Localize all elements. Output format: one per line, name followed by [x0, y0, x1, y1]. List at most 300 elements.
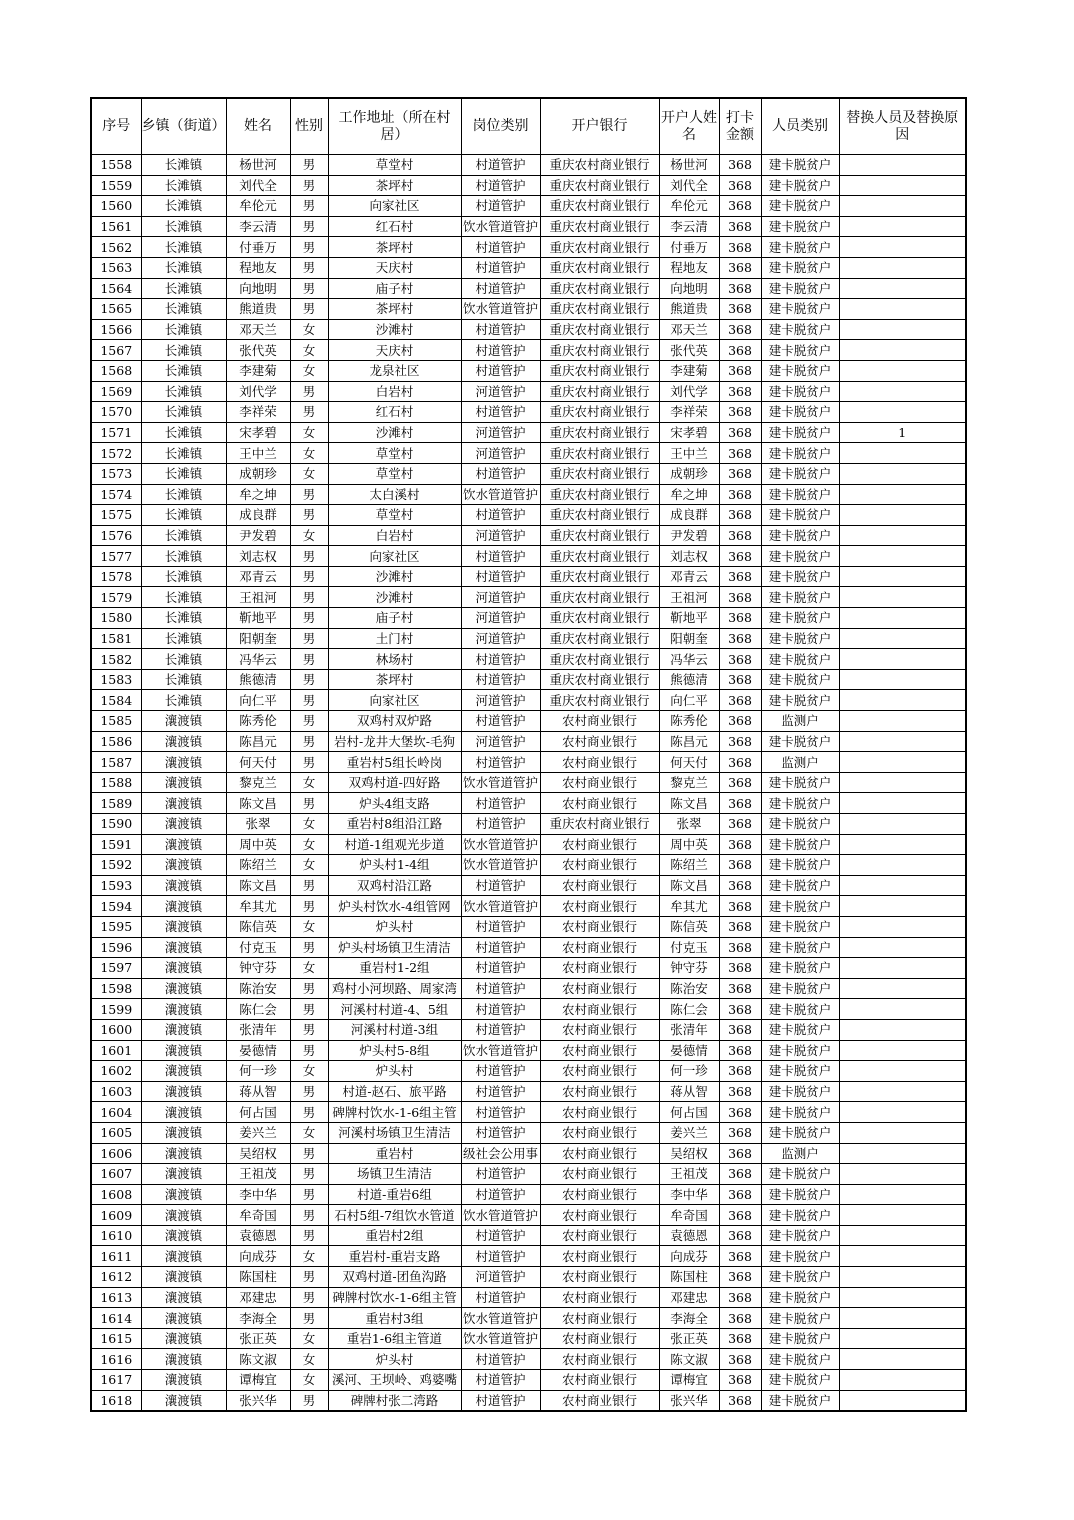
cell-town — [141, 587, 226, 608]
cell-person-category — [761, 1308, 839, 1329]
cell-gender — [290, 1225, 328, 1246]
cell-serial-text: 1562 — [100, 239, 133, 255]
cell-amount-text: 368 — [728, 1104, 752, 1120]
cell-account-holder — [659, 443, 719, 464]
cell-bank-text: 重庆农村商业银行 — [549, 425, 650, 441]
cell-name — [226, 422, 290, 443]
cell-bank-text: 农村商业银行 — [561, 775, 637, 791]
cell-work-address-text: 双鸡村道-四好路 — [348, 775, 441, 791]
cell-replacement — [839, 525, 966, 546]
cell-serial-text: 1580 — [100, 610, 133, 626]
cell-bank-text: 农村商业银行 — [561, 836, 637, 852]
cell-bank-text: 农村商业银行 — [561, 713, 637, 729]
cell-name — [226, 1040, 290, 1061]
cell-amount — [719, 916, 761, 937]
cell-serial-text: 1590 — [100, 816, 133, 832]
cell-bank-text: 重庆农村商业银行 — [549, 630, 650, 646]
cell-name — [226, 1308, 290, 1329]
cell-account-holder-text: 刘代学 — [670, 383, 708, 399]
cell-gender-text: 男 — [302, 939, 316, 955]
cell-town — [141, 608, 226, 629]
cell-amount — [719, 1370, 761, 1391]
cell-work-address — [328, 155, 461, 176]
cell-town — [141, 1184, 226, 1205]
cell-post-type — [461, 669, 540, 690]
cell-bank — [540, 278, 659, 299]
cell-account-holder-text: 李祥荣 — [670, 404, 708, 420]
cell-person-category-text: 建卡脱贫户 — [768, 878, 832, 894]
cell-bank — [540, 1102, 659, 1123]
cell-person-category — [761, 1122, 839, 1143]
cell-post-type — [461, 546, 540, 567]
cell-bank-text: 重庆农村商业银行 — [549, 219, 650, 235]
cell-work-address — [328, 566, 461, 587]
cell-town — [141, 546, 226, 567]
cell-post-type-text: 饮水管道管护 — [462, 301, 538, 317]
cell-serial-text: 1617 — [100, 1372, 133, 1388]
table-row — [91, 175, 966, 196]
cell-name — [226, 958, 290, 979]
cell-gender-text: 男 — [302, 1392, 316, 1408]
cell-bank — [540, 1143, 659, 1164]
cell-work-address-text: 炉头村 — [375, 919, 414, 935]
cell-work-address — [328, 690, 461, 711]
cell-post-type-text: 村道管护 — [475, 981, 526, 997]
cell-person-category-text: 建卡脱贫户 — [768, 425, 832, 441]
table-row — [91, 505, 966, 526]
cell-work-address — [328, 525, 461, 546]
cell-account-holder — [659, 1081, 719, 1102]
cell-account-holder-text: 牟之坤 — [670, 486, 708, 502]
cell-account-holder — [659, 463, 719, 484]
table-row — [91, 566, 966, 587]
table-row — [91, 1328, 966, 1349]
cell-name-text: 牟伦元 — [239, 198, 277, 214]
cell-name-text: 牟之坤 — [239, 486, 277, 502]
cell-gender-text: 男 — [302, 981, 316, 997]
cell-bank — [540, 402, 659, 423]
cell-serial — [91, 978, 141, 999]
cell-person-category — [761, 381, 839, 402]
cell-bank — [540, 999, 659, 1020]
cell-name — [226, 463, 290, 484]
table-row — [91, 1267, 966, 1288]
cell-town — [141, 916, 226, 937]
cell-bank-text: 重庆农村商业银行 — [549, 280, 650, 296]
cell-bank — [540, 1390, 659, 1411]
cell-serial-text: 1613 — [100, 1289, 133, 1305]
cell-work-address — [328, 1370, 461, 1391]
table-row — [91, 257, 966, 278]
cell-post-type-text: 饮水管道管护 — [462, 775, 538, 791]
cell-work-address-text: 天庆村 — [375, 260, 414, 276]
cell-town-text: 长滩镇 — [164, 177, 203, 193]
cell-account-holder-text: 陈文淑 — [670, 1351, 708, 1367]
cell-name-text: 尹发碧 — [239, 527, 277, 543]
cell-gender — [290, 896, 328, 917]
cell-serial — [91, 381, 141, 402]
cell-name-text: 刘代全 — [239, 177, 277, 193]
cell-bank — [540, 319, 659, 340]
cell-gender-text: 男 — [302, 672, 316, 688]
cell-amount — [719, 196, 761, 217]
cell-account-holder — [659, 216, 719, 237]
cell-bank-text: 重庆农村商业银行 — [549, 610, 650, 626]
cell-town — [141, 649, 226, 670]
cell-person-category-text: 建卡脱贫户 — [768, 466, 832, 482]
cell-gender-text: 男 — [302, 219, 316, 235]
cell-account-holder-text: 周中英 — [670, 836, 708, 852]
cell-gender — [290, 1267, 328, 1288]
cell-serial — [91, 937, 141, 958]
cell-gender-text: 女 — [302, 857, 316, 873]
cell-post-type — [461, 443, 540, 464]
cell-work-address-text: 炉头村5-8组 — [359, 1042, 430, 1058]
cell-person-category — [761, 1019, 839, 1040]
cell-name — [226, 155, 290, 176]
cell-serial-text: 1576 — [100, 527, 133, 543]
cell-bank — [540, 484, 659, 505]
cell-account-holder-text: 刘志权 — [670, 548, 708, 564]
cell-serial — [91, 1081, 141, 1102]
cell-bank-text: 重庆农村商业银行 — [549, 445, 650, 461]
cell-replacement — [839, 443, 966, 464]
table-row — [91, 237, 966, 258]
cell-town-text: 长滩镇 — [164, 466, 203, 482]
cell-bank — [540, 299, 659, 320]
cell-work-address-text: 茶坪村 — [375, 239, 414, 255]
cell-serial — [91, 669, 141, 690]
table-row — [91, 608, 966, 629]
cell-name-text: 王祖河 — [239, 589, 277, 605]
cell-amount-text: 368 — [728, 1063, 752, 1079]
cell-amount — [719, 978, 761, 999]
cell-town — [141, 360, 226, 381]
cell-person-category-text: 监测户 — [781, 1145, 819, 1161]
cell-person-category-text: 建卡脱贫户 — [768, 1125, 832, 1141]
cell-town-text: 瀼渡镇 — [164, 960, 203, 976]
cell-work-address — [328, 402, 461, 423]
cell-work-address — [328, 1390, 461, 1411]
cell-name — [226, 608, 290, 629]
table-row — [91, 958, 966, 979]
cell-town-text: 瀼渡镇 — [164, 1022, 203, 1038]
cell-town — [141, 711, 226, 732]
cell-amount — [719, 402, 761, 423]
cell-amount-text: 368 — [728, 610, 752, 626]
cell-gender-text: 男 — [302, 177, 316, 193]
cell-person-category-text: 建卡脱贫户 — [768, 548, 832, 564]
cell-replacement — [839, 216, 966, 237]
cell-post-type — [461, 752, 540, 773]
cell-amount-text: 368 — [728, 239, 752, 255]
cell-gender — [290, 237, 328, 258]
cell-work-address — [328, 669, 461, 690]
cell-gender-text: 男 — [302, 1084, 316, 1100]
cell-post-type — [461, 1267, 540, 1288]
cell-replacement — [839, 155, 966, 176]
cell-replacement — [839, 834, 966, 855]
cell-replacement — [839, 257, 966, 278]
cell-serial-text: 1579 — [100, 589, 133, 605]
cell-person-category-text: 建卡脱贫户 — [768, 960, 832, 976]
cell-post-type-text: 村道管护 — [475, 1104, 526, 1120]
cell-amount-text: 368 — [728, 1331, 752, 1347]
cell-name — [226, 999, 290, 1020]
cell-replacement — [839, 1205, 966, 1226]
cell-person-category-text: 建卡脱贫户 — [768, 1331, 832, 1347]
cell-replacement — [839, 1225, 966, 1246]
cell-amount — [719, 875, 761, 896]
cell-account-holder-text: 陈昌元 — [670, 733, 708, 749]
cell-gender-text: 女 — [302, 466, 316, 482]
cell-amount-text: 368 — [728, 1289, 752, 1305]
cell-bank — [540, 855, 659, 876]
cell-bank-text: 重庆农村商业银行 — [549, 672, 650, 688]
cell-gender-text: 男 — [302, 898, 316, 914]
cell-post-type — [461, 690, 540, 711]
cell-person-category — [761, 1081, 839, 1102]
cell-post-type — [461, 1040, 540, 1061]
cell-gender-text: 女 — [302, 960, 316, 976]
cell-post-type — [461, 1246, 540, 1267]
cell-work-address-text: 向家社区 — [369, 198, 420, 214]
cell-name-text: 熊道贵 — [239, 301, 277, 317]
cell-account-holder — [659, 752, 719, 773]
table-row — [91, 1308, 966, 1329]
cell-gender — [290, 319, 328, 340]
cell-town-text: 瀼渡镇 — [164, 981, 203, 997]
staff-table — [90, 97, 967, 1412]
header-gender: 性别 — [290, 98, 328, 155]
cell-gender — [290, 1205, 328, 1226]
cell-work-address — [328, 1349, 461, 1370]
cell-bank-text: 农村商业银行 — [561, 981, 637, 997]
cell-post-type-text: 河道管护 — [475, 610, 526, 626]
cell-work-address — [328, 711, 461, 732]
cell-serial — [91, 690, 141, 711]
cell-person-category — [761, 1328, 839, 1349]
cell-serial-text: 1584 — [100, 692, 133, 708]
cell-account-holder — [659, 1205, 719, 1226]
cell-name-text: 黎克兰 — [239, 775, 277, 791]
header-replacement: 替换人员及替换原因 — [839, 98, 966, 155]
cell-account-holder — [659, 1102, 719, 1123]
cell-work-address-text: 岩村-龙井大堡坎-毛狗 — [334, 733, 455, 749]
cell-amount-text: 368 — [728, 1228, 752, 1244]
table-row — [91, 340, 966, 361]
table-row — [91, 443, 966, 464]
cell-post-type-text: 村道管护 — [475, 177, 526, 193]
cell-amount — [719, 1040, 761, 1061]
cell-post-type — [461, 237, 540, 258]
cell-bank — [540, 422, 659, 443]
header-bank: 开户银行 — [540, 98, 659, 155]
cell-work-address — [328, 958, 461, 979]
cell-name — [226, 175, 290, 196]
table-row — [91, 628, 966, 649]
cell-replacement — [839, 1081, 966, 1102]
cell-serial-text: 1585 — [100, 713, 133, 729]
cell-gender — [290, 1081, 328, 1102]
cell-replacement — [839, 1019, 966, 1040]
cell-post-type — [461, 896, 540, 917]
cell-account-holder — [659, 381, 719, 402]
cell-serial-text: 1616 — [100, 1351, 133, 1367]
cell-name — [226, 896, 290, 917]
table-row — [91, 319, 966, 340]
cell-person-category — [761, 1390, 839, 1411]
cell-amount-text: 368 — [728, 775, 752, 791]
cell-amount — [719, 216, 761, 237]
cell-serial — [91, 196, 141, 217]
cell-replacement-text: 1 — [898, 425, 907, 441]
cell-work-address-text: 场镇卫生清洁 — [356, 1166, 432, 1182]
cell-post-type — [461, 340, 540, 361]
cell-amount — [719, 999, 761, 1020]
cell-town — [141, 463, 226, 484]
cell-gender — [290, 1370, 328, 1391]
cell-post-type-text: 河道管护 — [475, 383, 526, 399]
cell-town — [141, 566, 226, 587]
cell-town-text: 瀼渡镇 — [164, 1186, 203, 1202]
cell-serial-text: 1592 — [100, 857, 133, 873]
cell-work-address — [328, 175, 461, 196]
cell-amount-text: 368 — [728, 1248, 752, 1264]
cell-serial-text: 1595 — [100, 919, 133, 935]
cell-gender — [290, 916, 328, 937]
cell-account-holder — [659, 587, 719, 608]
cell-account-holder-text: 牟奇国 — [670, 1207, 708, 1223]
cell-amount — [719, 237, 761, 258]
cell-account-holder-text: 蒋从智 — [670, 1084, 708, 1100]
cell-account-holder — [659, 855, 719, 876]
cell-person-category-text: 建卡脱贫户 — [768, 795, 832, 811]
table-row — [91, 1390, 966, 1411]
cell-post-type — [461, 1349, 540, 1370]
cell-gender — [290, 1308, 328, 1329]
cell-name-text: 蒋从智 — [239, 1084, 277, 1100]
cell-name-text: 刘代学 — [239, 383, 277, 399]
cell-serial-text: 1560 — [100, 198, 133, 214]
cell-amount-text: 368 — [728, 1001, 752, 1017]
cell-post-type-text: 村道管护 — [475, 1351, 526, 1367]
cell-replacement — [839, 299, 966, 320]
cell-amount-text: 368 — [728, 1145, 752, 1161]
cell-name — [226, 1164, 290, 1185]
table-row — [91, 1040, 966, 1061]
cell-bank-text: 重庆农村商业银行 — [549, 239, 650, 255]
cell-town-text: 长滩镇 — [164, 301, 203, 317]
cell-name-text: 邓青云 — [239, 569, 277, 585]
cell-post-type-text: 河道管护 — [475, 692, 526, 708]
table-row — [91, 896, 966, 917]
cell-account-holder-text: 靳地平 — [670, 610, 708, 626]
cell-work-address-text: 石村5组-7组饮水管道 — [334, 1207, 455, 1223]
cell-replacement — [839, 731, 966, 752]
cell-person-category — [761, 175, 839, 196]
cell-town-text: 瀼渡镇 — [164, 1207, 203, 1223]
cell-gender — [290, 608, 328, 629]
cell-serial — [91, 525, 141, 546]
cell-bank — [540, 834, 659, 855]
cell-post-type-text: 河道管护 — [475, 1269, 526, 1285]
cell-serial-text: 1612 — [100, 1269, 133, 1285]
cell-gender-text: 男 — [302, 733, 316, 749]
cell-name-text: 陈文昌 — [239, 795, 277, 811]
cell-work-address-text: 庙子村 — [375, 610, 414, 626]
cell-name — [226, 484, 290, 505]
cell-person-category — [761, 484, 839, 505]
cell-serial — [91, 1019, 141, 1040]
cell-name — [226, 649, 290, 670]
cell-name — [226, 1246, 290, 1267]
cell-gender — [290, 1349, 328, 1370]
cell-work-address-text: 茶坪村 — [375, 672, 414, 688]
cell-person-category — [761, 690, 839, 711]
cell-person-category-text: 建卡脱贫户 — [768, 1310, 832, 1326]
cell-name-text: 陈昌元 — [239, 733, 277, 749]
cell-post-type-text: 村道管护 — [475, 1248, 526, 1264]
cell-post-type — [461, 1164, 540, 1185]
cell-account-holder — [659, 628, 719, 649]
cell-post-type — [461, 978, 540, 999]
table-row — [91, 1081, 966, 1102]
cell-amount — [719, 1267, 761, 1288]
cell-town-text: 长滩镇 — [164, 342, 203, 358]
cell-serial — [91, 834, 141, 855]
cell-bank — [540, 958, 659, 979]
cell-gender — [290, 752, 328, 773]
cell-gender — [290, 1143, 328, 1164]
cell-person-category-text: 建卡脱贫户 — [768, 919, 832, 935]
cell-bank — [540, 566, 659, 587]
cell-name — [226, 731, 290, 752]
cell-gender-text: 男 — [302, 157, 316, 173]
cell-town-text: 瀼渡镇 — [164, 795, 203, 811]
cell-serial — [91, 155, 141, 176]
cell-gender-text: 女 — [302, 919, 316, 935]
cell-account-holder — [659, 731, 719, 752]
cell-person-category — [761, 958, 839, 979]
cell-town-text: 长滩镇 — [164, 363, 203, 379]
cell-account-holder — [659, 525, 719, 546]
cell-serial — [91, 1143, 141, 1164]
cell-amount — [719, 772, 761, 793]
cell-serial-text: 1589 — [100, 795, 133, 811]
table-row — [91, 463, 966, 484]
cell-gender — [290, 546, 328, 567]
cell-person-category — [761, 237, 839, 258]
cell-town — [141, 1061, 226, 1082]
cell-bank — [540, 1040, 659, 1061]
cell-bank-text: 重庆农村商业银行 — [549, 589, 650, 605]
cell-serial — [91, 237, 141, 258]
cell-replacement — [839, 1370, 966, 1391]
cell-post-type — [461, 299, 540, 320]
cell-post-type-text: 村道管护 — [475, 157, 526, 173]
cell-bank-text: 农村商业银行 — [561, 857, 637, 873]
cell-serial — [91, 1308, 141, 1329]
cell-name — [226, 1143, 290, 1164]
cell-serial-text: 1561 — [100, 219, 133, 235]
cell-amount-text: 368 — [728, 1207, 752, 1223]
cell-account-holder-text: 邓天兰 — [670, 322, 708, 338]
cell-amount — [719, 793, 761, 814]
cell-amount-text: 368 — [728, 589, 752, 605]
cell-amount — [719, 360, 761, 381]
cell-amount — [719, 1328, 761, 1349]
